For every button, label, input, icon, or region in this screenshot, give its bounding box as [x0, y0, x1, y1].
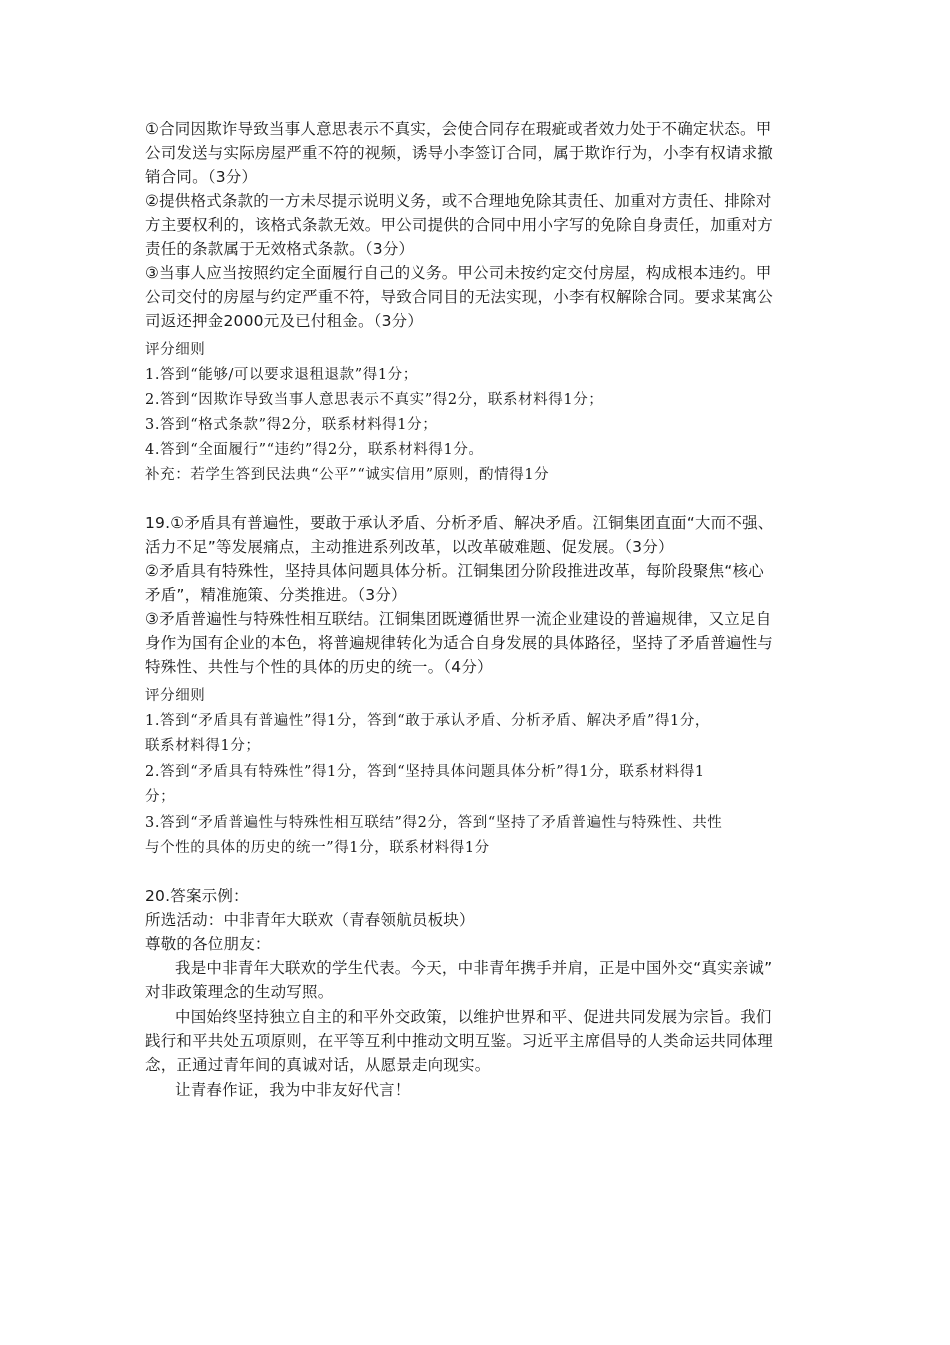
q19-line: 矛盾”，精准施策、分类推进。（3分）: [145, 586, 407, 604]
q18-rubric-item: 3.答到“格式条款”得2分，联系材料得1分；: [145, 417, 438, 433]
q18-line: ①合同因欺诈导致当事人意思表示不真实，会使合同存在瑕疵或者效力处于不确定状态。甲: [145, 120, 772, 138]
q19-rubric-item: 与个性的具体的历史的统一”得1分，联系材料得1分: [145, 840, 490, 856]
q19-line: ②矛盾具有特殊性，坚持具体问题具体分析。江铜集团分阶段推进改革，每阶段聚焦“核心: [145, 562, 764, 580]
q20-paragraph-line: 对非政策理念的生动写照。: [145, 983, 334, 1001]
q18-line: 方主要权利的，该格式条款无效。甲公司提供的合同中用小字写的免除自身责任，加重对方: [145, 216, 774, 234]
q18-rubric-item: 4.答到“全面履行”“违约”得2分，联系材料得1分。: [145, 442, 484, 458]
q19-line: 身作为国有企业的本色，将普遍规律转化为适合自身发展的具体路径，坚持了矛盾普遍性与: [145, 634, 774, 652]
q20-activity: 所选活动：中非青年大联欢（青春领航员板块）: [145, 911, 475, 929]
q18-rubric-supplement: 补充：若学生答到民法典“公平”“诚实信用”原则，酌情得1分: [145, 467, 550, 483]
q18-line: 责任的条款属于无效格式条款。（3分）: [145, 240, 415, 258]
q20-heading: 20.答案示例：: [145, 887, 249, 905]
q20-salutation: 尊敬的各位朋友：: [145, 935, 271, 953]
q18-line: 司返还押金2000元及已付租金。（3分）: [145, 312, 424, 330]
q20-paragraph-line: 中国始终坚持独立自主的和平外交政策，以维护世界和平、促进共同发展为宗旨。我们: [175, 1008, 772, 1026]
q18-line: ②提供格式条款的一方未尽提示说明义务，或不合理地免除其责任、加重对方责任、排除对: [145, 192, 772, 210]
q19-rubric-item: 2.答到“矛盾具有特殊性”得1分，答到“坚持具体问题具体分析”得1分，联系材料得1: [145, 764, 705, 780]
q18-line: 公司发送与实际房屋严重不符的视频，诱导小李签订合同，属于欺诈行为，小李有权请求撤: [145, 144, 774, 162]
q18-line: ③当事人应当按照约定全面履行自己的义务。甲公司未按约定交付房屋，构成根本违约。甲: [145, 264, 772, 282]
q19-line: 19.①矛盾具有普遍性，要敢于承认矛盾、分析矛盾、解决矛盾。江铜集团直面“大而不强、: [145, 514, 774, 532]
q20-closing: 让青春作证，我为中非友好代言！: [175, 1081, 411, 1099]
q18-rubric-title: 评分细则: [145, 342, 206, 358]
q18-rubric-item: 2.答到“因欺诈导致当事人意思表示不真实”得2分，联系材料得1分；: [145, 392, 604, 408]
q19-line: ③矛盾普遍性与特殊性相互联结。江铜集团既遵循世界一流企业建设的普遍规律，又立足自: [145, 610, 772, 628]
q19-rubric-item: 分；: [145, 789, 176, 805]
q20-paragraph-line: 我是中非青年大联欢的学生代表。今天，中非青年携手并肩，正是中国外交“真实亲诚”: [175, 959, 773, 977]
q19-rubric-title: 评分细则: [145, 688, 206, 704]
q20-paragraph-line: 践行和平共处五项原则，在平等互利中推动文明互鉴。习近平主席倡导的人类命运共同体理: [145, 1032, 774, 1050]
q19-line: 活力不足”等发展痛点，主动推进系列改革，以改革破难题、促发展。（3分）: [145, 538, 674, 556]
q19-rubric-item: 联系材料得1分；: [145, 738, 261, 754]
q19-rubric-item: 3.答到“矛盾普遍性与特殊性相互联结”得2分，答到“坚持了矛盾普遍性与特殊性、共性: [145, 815, 723, 831]
q19-rubric-item: 1.答到“矛盾具有普遍性”得1分，答到“敢于承认矛盾、分析矛盾、解决矛盾”得1分，: [145, 713, 711, 729]
q19-line: 特殊性、共性与个性的具体的历史的统一。（4分）: [145, 658, 493, 676]
q18-rubric-item: 1.答到“能够/可以要求退租退款”得1分；: [145, 367, 418, 383]
q18-line: 公司交付的房屋与约定严重不符，导致合同目的无法实现，小李有权解除合同。要求某寓公: [145, 288, 774, 306]
q20-paragraph-line: 念，正通过青年间的真诚对话，从愿景走向现实。: [145, 1056, 491, 1074]
q18-line: 销合同。（3分）: [145, 168, 258, 186]
